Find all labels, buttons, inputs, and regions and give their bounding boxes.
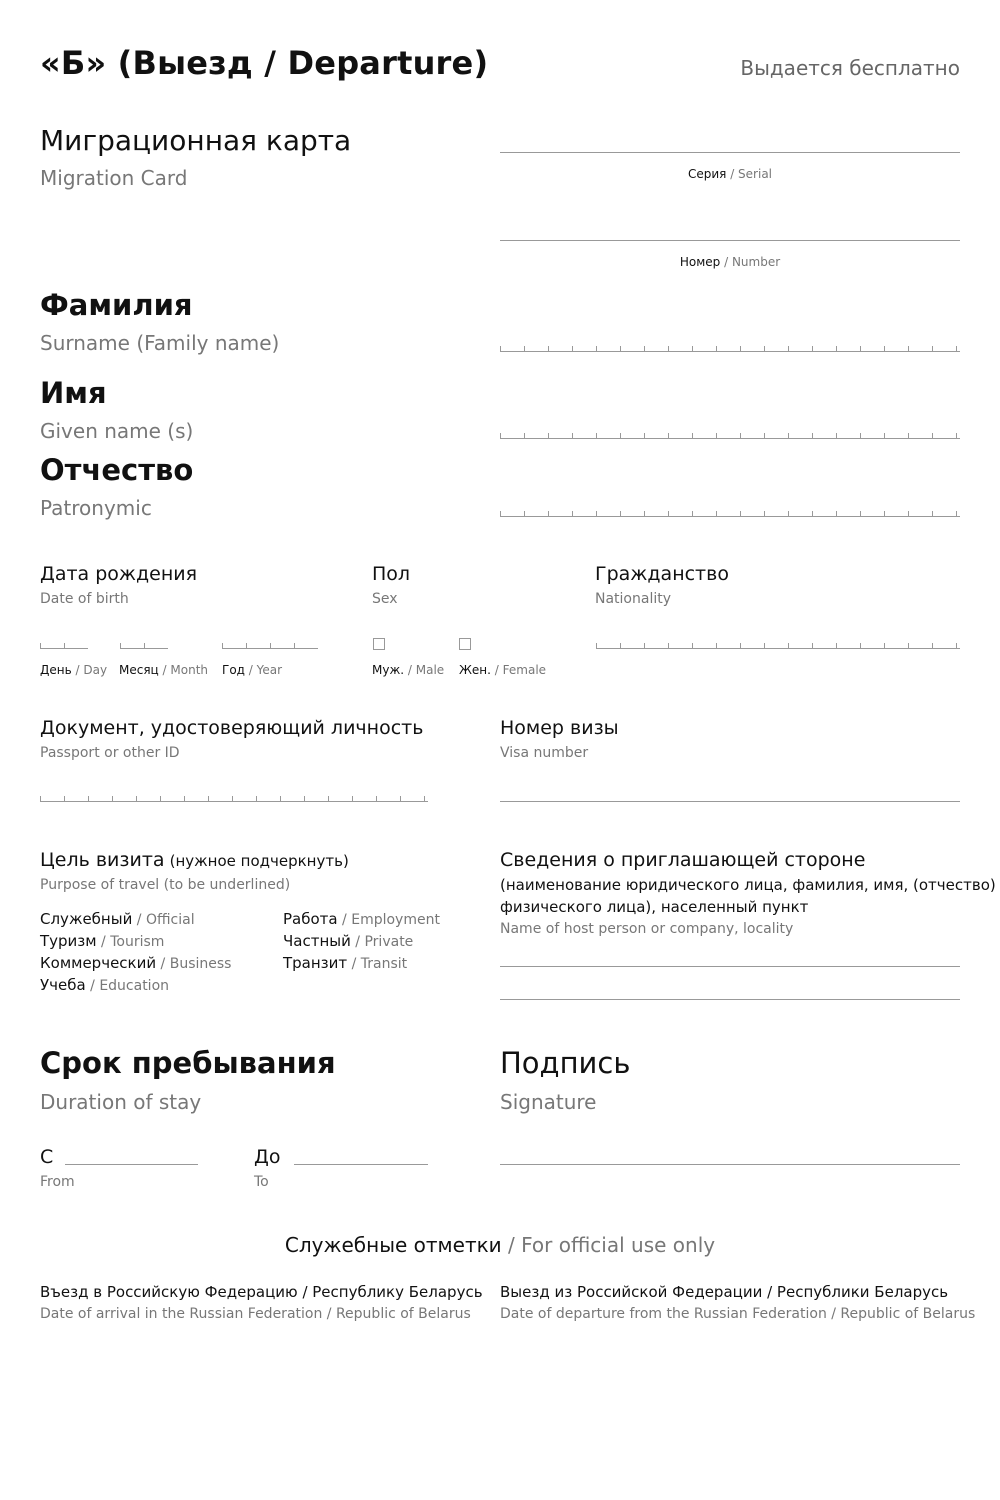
number-label-ru: Номер bbox=[679, 255, 721, 269]
purpose-option-employment[interactable]: Работа / Employment bbox=[283, 910, 440, 928]
passport-field[interactable] bbox=[40, 796, 428, 802]
purpose-option-en: Official bbox=[145, 912, 195, 928]
purpose-option-transit[interactable]: Транзит / Transit bbox=[283, 954, 408, 972]
host-label-en: Name of host person or company, locality bbox=[500, 921, 794, 937]
birth-year-en: Year bbox=[256, 663, 283, 677]
number-caption: Номер / Number bbox=[679, 255, 781, 269]
purpose-option-ru: Частный bbox=[283, 932, 351, 950]
card-title-ru: Миграционная карта bbox=[40, 124, 352, 157]
female-ru: Жен. bbox=[459, 663, 491, 677]
given-name-field[interactable] bbox=[500, 433, 960, 439]
stay-from-field[interactable] bbox=[65, 1164, 198, 1165]
serial-label-en: Serial bbox=[738, 167, 773, 181]
purpose-heading bbox=[40, 849, 349, 871]
given-name-label-en: Given name (s) bbox=[40, 419, 194, 443]
purpose-option-business[interactable]: Коммерческий / Business bbox=[40, 954, 232, 972]
birth-label-en: Date of birth bbox=[40, 591, 129, 607]
nationality-label-en: Nationality bbox=[595, 591, 672, 607]
purpose-label-en: Purpose of travel (to be underlined) bbox=[40, 877, 291, 893]
purpose-option-private[interactable]: Частный / Private bbox=[283, 932, 414, 950]
official-title-en: For official use only bbox=[521, 1233, 716, 1257]
number-label-en: Number bbox=[731, 255, 781, 269]
birth-month-en: Month bbox=[170, 663, 209, 677]
serial-caption: Серия / Serial bbox=[687, 167, 773, 181]
patronymic-label-en: Patronymic bbox=[40, 496, 152, 520]
signature-label-en: Signature bbox=[500, 1090, 597, 1114]
purpose-option-en: Tourism bbox=[110, 934, 165, 950]
stay-to-en: To bbox=[254, 1174, 269, 1190]
card-title-en: Migration Card bbox=[40, 166, 188, 190]
sex-label-ru: Пол bbox=[372, 563, 411, 585]
visa-label-en: Visa number bbox=[500, 745, 589, 761]
visa-field[interactable] bbox=[500, 801, 960, 802]
stay-label-en: Duration of stay bbox=[40, 1090, 202, 1114]
female-checkbox[interactable] bbox=[459, 638, 471, 650]
signature-field[interactable] bbox=[500, 1164, 960, 1165]
birth-day-ru: День bbox=[40, 663, 72, 677]
purpose-option-education[interactable]: Учеба / Education bbox=[40, 976, 170, 994]
purpose-option-en: Transit bbox=[360, 956, 408, 972]
departure-label-ru: Выезд из Российской Федерации / Республики Беларусь bbox=[500, 1283, 949, 1301]
patronymic-field[interactable] bbox=[500, 511, 960, 517]
visa-label-ru: Номер визы bbox=[500, 717, 619, 739]
birth-day-field[interactable] bbox=[40, 643, 88, 649]
host-label-ru: Сведения о приглашающей стороне bbox=[500, 849, 866, 871]
purpose-option-en: Employment bbox=[351, 912, 440, 928]
purpose-option-ru: Учеба bbox=[40, 976, 86, 994]
purpose-option-ru: Служебный bbox=[40, 910, 133, 928]
official-title-ru: Служебные отметки bbox=[284, 1233, 502, 1257]
purpose-note-ru: (нужное подчеркнуть) bbox=[169, 852, 349, 870]
birth-day-en: Day bbox=[83, 663, 108, 677]
male-caption: Муж. / Male bbox=[372, 663, 445, 677]
serial-field[interactable] bbox=[500, 152, 960, 153]
purpose-option-official[interactable]: Служебный / Official bbox=[40, 910, 195, 928]
sex-label-en: Sex bbox=[372, 591, 398, 607]
number-field[interactable] bbox=[500, 240, 960, 241]
host-note-ru-1: (наименование юридического лица, фамилия, имя, (отчество) bbox=[500, 876, 996, 894]
given-name-label-ru: Имя bbox=[40, 376, 107, 410]
nationality-field[interactable] bbox=[596, 643, 960, 649]
purpose-label-ru: Цель визита bbox=[40, 849, 165, 871]
birth-day-caption: День / Day bbox=[40, 663, 108, 677]
birth-month-ru: Месяц bbox=[119, 663, 159, 677]
stay-to-ru: До bbox=[254, 1146, 281, 1168]
surname-label-en: Surname (Family name) bbox=[40, 331, 280, 355]
host-note-ru-2: физического лица), населенный пункт bbox=[500, 898, 809, 916]
birth-month-caption: Месяц / Month bbox=[119, 663, 209, 677]
female-caption: Жен. / Female bbox=[459, 663, 547, 677]
purpose-option-en: Education bbox=[99, 978, 170, 994]
arrival-label-en: Date of arrival in the Russian Federation / Republic of Belarus bbox=[40, 1306, 471, 1322]
male-ru: Муж. bbox=[372, 663, 405, 677]
arrival-label-ru: Въезд в Российскую Федерацию / Республику Беларусь bbox=[40, 1283, 483, 1301]
surname-label-ru: Фамилия bbox=[40, 288, 193, 322]
patronymic-label-ru: Отчество bbox=[40, 453, 194, 487]
purpose-option-ru: Коммерческий bbox=[40, 954, 157, 972]
purpose-option-tourism[interactable]: Туризм / Tourism bbox=[40, 932, 165, 950]
free-note: Выдается бесплатно bbox=[740, 56, 960, 80]
passport-label-ru: Документ, удостоверяющий личность bbox=[40, 717, 424, 739]
official-heading: Служебные отметки / For official use only bbox=[284, 1233, 716, 1257]
stay-from-ru: С bbox=[40, 1146, 54, 1168]
serial-label-ru: Серия bbox=[687, 167, 727, 181]
birth-year-caption: Год / Year bbox=[222, 663, 283, 677]
female-en: Female bbox=[502, 663, 547, 677]
surname-field[interactable] bbox=[500, 346, 960, 352]
host-field-line-2[interactable] bbox=[500, 999, 960, 1000]
passport-label-en: Passport or other ID bbox=[40, 745, 180, 761]
birth-label-ru: Дата рождения bbox=[40, 563, 198, 585]
host-field-line-1[interactable] bbox=[500, 966, 960, 967]
form-title: «Б» (Выезд / Departure) bbox=[40, 44, 489, 82]
male-checkbox[interactable] bbox=[373, 638, 385, 650]
stay-label-ru: Срок пребывания bbox=[40, 1046, 336, 1080]
purpose-option-ru: Туризм bbox=[40, 932, 97, 950]
purpose-option-en: Business bbox=[169, 956, 232, 972]
purpose-option-ru: Работа bbox=[283, 910, 338, 928]
male-en: Male bbox=[415, 663, 445, 677]
departure-label-en: Date of departure from the Russian Federation / Republic of Belarus bbox=[500, 1306, 976, 1322]
purpose-option-ru: Транзит bbox=[283, 954, 348, 972]
nationality-label-ru: Гражданство bbox=[595, 563, 729, 585]
stay-from-en: From bbox=[40, 1174, 75, 1190]
purpose-option-en: Private bbox=[364, 934, 414, 950]
birth-year-field[interactable] bbox=[222, 643, 318, 649]
birth-month-field[interactable] bbox=[120, 643, 168, 649]
signature-label-ru: Подпись bbox=[500, 1046, 631, 1080]
stay-to-field[interactable] bbox=[294, 1164, 428, 1165]
birth-year-ru: Год bbox=[222, 663, 245, 677]
